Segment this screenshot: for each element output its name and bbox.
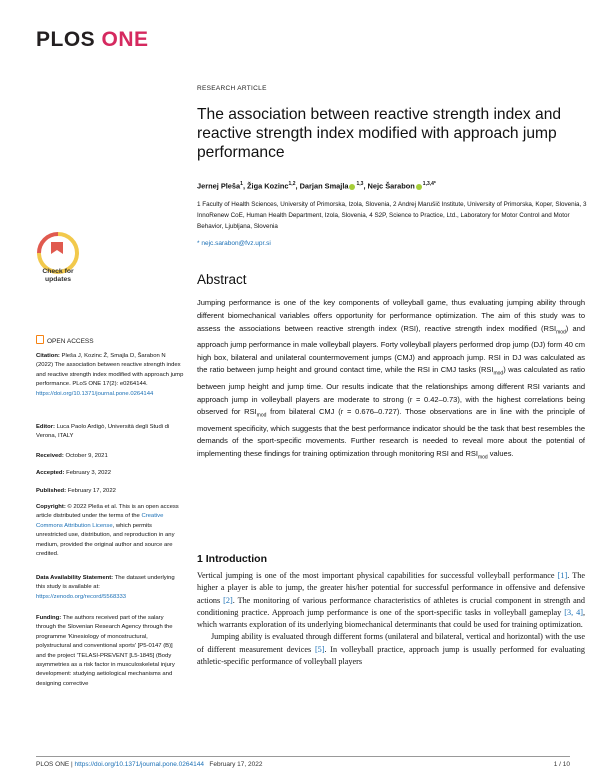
funding-text: The authors received part of the salary through the Slovenian Research Agency through the programme 'Kinesiology of monostructural, polystructural and conventional sports' [P5-0147 (B)] and the project 'TELASI-PREVENT [L5-1845] (Body asymmetries as a risk factor in musculoskeletal injury development: studying aetiological mechanisms and designing corrective: [36, 615, 175, 687]
badge-line1: Check for: [42, 268, 74, 275]
subscript-mod: mod: [256, 412, 267, 419]
author-name[interactable]: Darjan Smajla: [299, 181, 349, 191]
intro-text: . The higher a player is able to jump, the greater his/her potential for successful performance in offensive and defensive actions: [197, 571, 585, 605]
intro-text: . The monitoring of various performance characteristics of athletes is crucial component in strength and conditioning practice. Approach jump performance is one of the sport-specific tasks in volleyball gameplay: [197, 595, 585, 617]
received-label: Received:: [36, 453, 64, 459]
subscript-mod: mod: [477, 454, 488, 461]
open-access: [36, 335, 94, 345]
abstract-text: from bilateral CMJ (r = 0.676–0.727). Those observations are in line with the principle of movement specificity, which suggests that the best performance indicator should be the task that best resembles the demands of the sport-specific movements. Further research is needed to reveal more about the potential of implementing these findings for training optimization through monitoring RSI and RSI: [197, 407, 585, 459]
abstract-heading: Abstract: [197, 272, 247, 287]
intro-text: . In volleyball practice, approach jump is usually performed for evaluating athletic-specific performance of volleyball players: [197, 644, 585, 667]
funding-block: [36, 614, 184, 689]
orcid-icon[interactable]: [349, 184, 355, 190]
orcid-icon[interactable]: [416, 184, 422, 190]
license-link[interactable]: Creative Commons Attribution License: [36, 513, 164, 529]
accepted-text: February 3, 2022: [66, 470, 111, 476]
intro-text: Jumping ability is evaluated through different forms (unilateral and bilateral, vertical and horizontal) with the use of different measurement devices: [197, 632, 585, 654]
author-list: Jernej Pleša$^1$, Žiga Kozinc$^{1,2}$, Darjan Smajla $^{1,3}$, Nejc Šarabon $^{1,3,4*}$: [197, 181, 436, 191]
citation-doi-link[interactable]: https://doi.org/10.1371/journal.pone.0264144: [36, 390, 154, 397]
page-number: 1 / 10: [553, 761, 570, 768]
received-block: [36, 452, 184, 461]
data-link[interactable]: https://zenodo.org/record/5568333: [36, 593, 127, 600]
introduction-heading: 1 Introduction: [197, 553, 267, 565]
introduction-body: [197, 570, 585, 668]
editor-label: Editor:: [36, 424, 55, 430]
author-sup: 1,3,4*: [422, 181, 436, 187]
published-block: [36, 487, 184, 496]
copyright-block: [36, 503, 184, 559]
copyright-label: Copyright:: [36, 504, 66, 510]
footer-journal: PLOS ONE: [36, 761, 70, 768]
affiliations: 1 Faculty of Health Sciences, University of Primorska, Izola, Slovenia, 2 Andrej Marušič Institute, University of Primorska, Koper, Slovenia, 3 InnoRenew CoE, Human Health Department, Izola, Slovenia, 4 S2P, Science to Practice, Ltd., Laboratory for Motor Control and Motor Behavior, Ljubljana, Slovenia: [197, 201, 587, 230]
logo-one: ONE: [101, 28, 149, 51]
footer-doi-link[interactable]: https://doi.org/10.1371/journal.pone.0264144: [74, 761, 204, 768]
author-sup: 1,3: [356, 181, 364, 187]
citation-block: [36, 352, 184, 399]
published-label: Published:: [36, 488, 67, 494]
accepted-label: Accepted:: [36, 470, 65, 476]
author-sup: 1,2: [288, 181, 296, 187]
open-access-lock-icon: [36, 335, 44, 344]
author-name[interactable]: Nejc Šarabon: [367, 181, 415, 191]
article-title: The association between reactive strength index and reactive strength index modified with approach jump performance: [197, 106, 562, 161]
editor-text: Luca Paolo Ardigò, Università degli Studi di Verona, ITALY: [36, 424, 170, 440]
abstract-text: ) and approach jump performance in male volleyball players. Forty volleyball players performed drop jump (DJ) form 40 cm high box, bilateral and unilateral countermovement jumps (CMJ) and approach jump. RSI in DJ was calculated as the ratio between jump height and ground contact time, while the RSI in CMJ tasks (RSI: [197, 323, 585, 375]
abstract-body: [197, 297, 585, 465]
received-text: October 9, 2021: [65, 453, 108, 459]
citation-text: Pleša J, Kozinc Ž, Smajla D, Šarabon N (2022) The association between reactive strength index and reactive strength index modified with approach jump performance. PLoS ONE 17(2): e0264144.: [36, 353, 184, 388]
accepted-block: [36, 469, 184, 478]
editor-block: [36, 423, 184, 442]
reference-link[interactable]: [3, 4]: [564, 607, 583, 617]
check-for-updates-badge[interactable]: [36, 232, 80, 286]
footer-date: February 17, 2022: [209, 761, 263, 768]
footer-separator: |: [69, 761, 75, 768]
intro-paragraph-2: [197, 631, 585, 668]
copyright-text-2: , which permits unrestricted use, distribution, and reproduction in any medium, provided the original author and source are credited.: [36, 522, 175, 558]
subscript-mod: mod: [493, 370, 504, 377]
author-name[interactable]: Žiga Kozinc: [247, 181, 289, 191]
author-name[interactable]: Jernej Pleša: [197, 181, 241, 191]
data-availability-text: The dataset underlying this study is available at:: [36, 575, 175, 591]
reference-link[interactable]: [1]: [557, 571, 568, 580]
abstract-text: values.: [487, 449, 514, 459]
funding-label: Funding:: [36, 615, 62, 621]
intro-text: Vertical jumping is one of the most important physical capabilities for successful volleyball performance: [197, 571, 558, 580]
intro-text: , which warrants exploration of its underlying biomechanical determinants that could be used for training optimization.: [197, 607, 585, 630]
corresponding-email[interactable]: * nejc.sarabon@fvz.upr.si: [197, 240, 271, 247]
reference-link[interactable]: [2]: [223, 595, 233, 605]
reference-link[interactable]: [5]: [314, 644, 325, 654]
data-availability-block: [36, 574, 184, 602]
citation-label: Citation:: [36, 353, 60, 359]
footer-divider: [36, 756, 570, 757]
open-access-label: OPEN ACCESS: [47, 338, 94, 345]
logo-plos: PLOS: [36, 28, 96, 51]
published-text: February 17, 2022: [67, 488, 116, 494]
data-availability-label: Data Availability Statement:: [36, 575, 114, 581]
footer: [36, 761, 262, 768]
copyright-text: © 2022 Pleša et al. This is an open access article distributed under the terms of the: [36, 504, 179, 520]
plos-one-logo: [36, 28, 149, 52]
abstract-text: Jumping performance is one of the key components of volleyball game, thus evaluating jumping ability through different biomechanical variables offers opportunity for performance optimization. The aim of this study was to assess the associations between reactive strength index (RSI), reactive strength index modified (RSI: [197, 298, 585, 333]
abstract-text: ) was calculated as ratio between jump height and jump time. Our results indicate that the relationships among different RSI variants and approach jump in volleyball players are moderate to strong (r = 0.42–0.73), with the highest correlations being observed for RSI: [197, 365, 585, 417]
badge-line2: updates: [44, 275, 72, 283]
author-sup: 1: [240, 181, 243, 187]
article-type: RESEARCH ARTICLE: [197, 85, 267, 92]
subscript-mod: mod: [556, 329, 566, 336]
